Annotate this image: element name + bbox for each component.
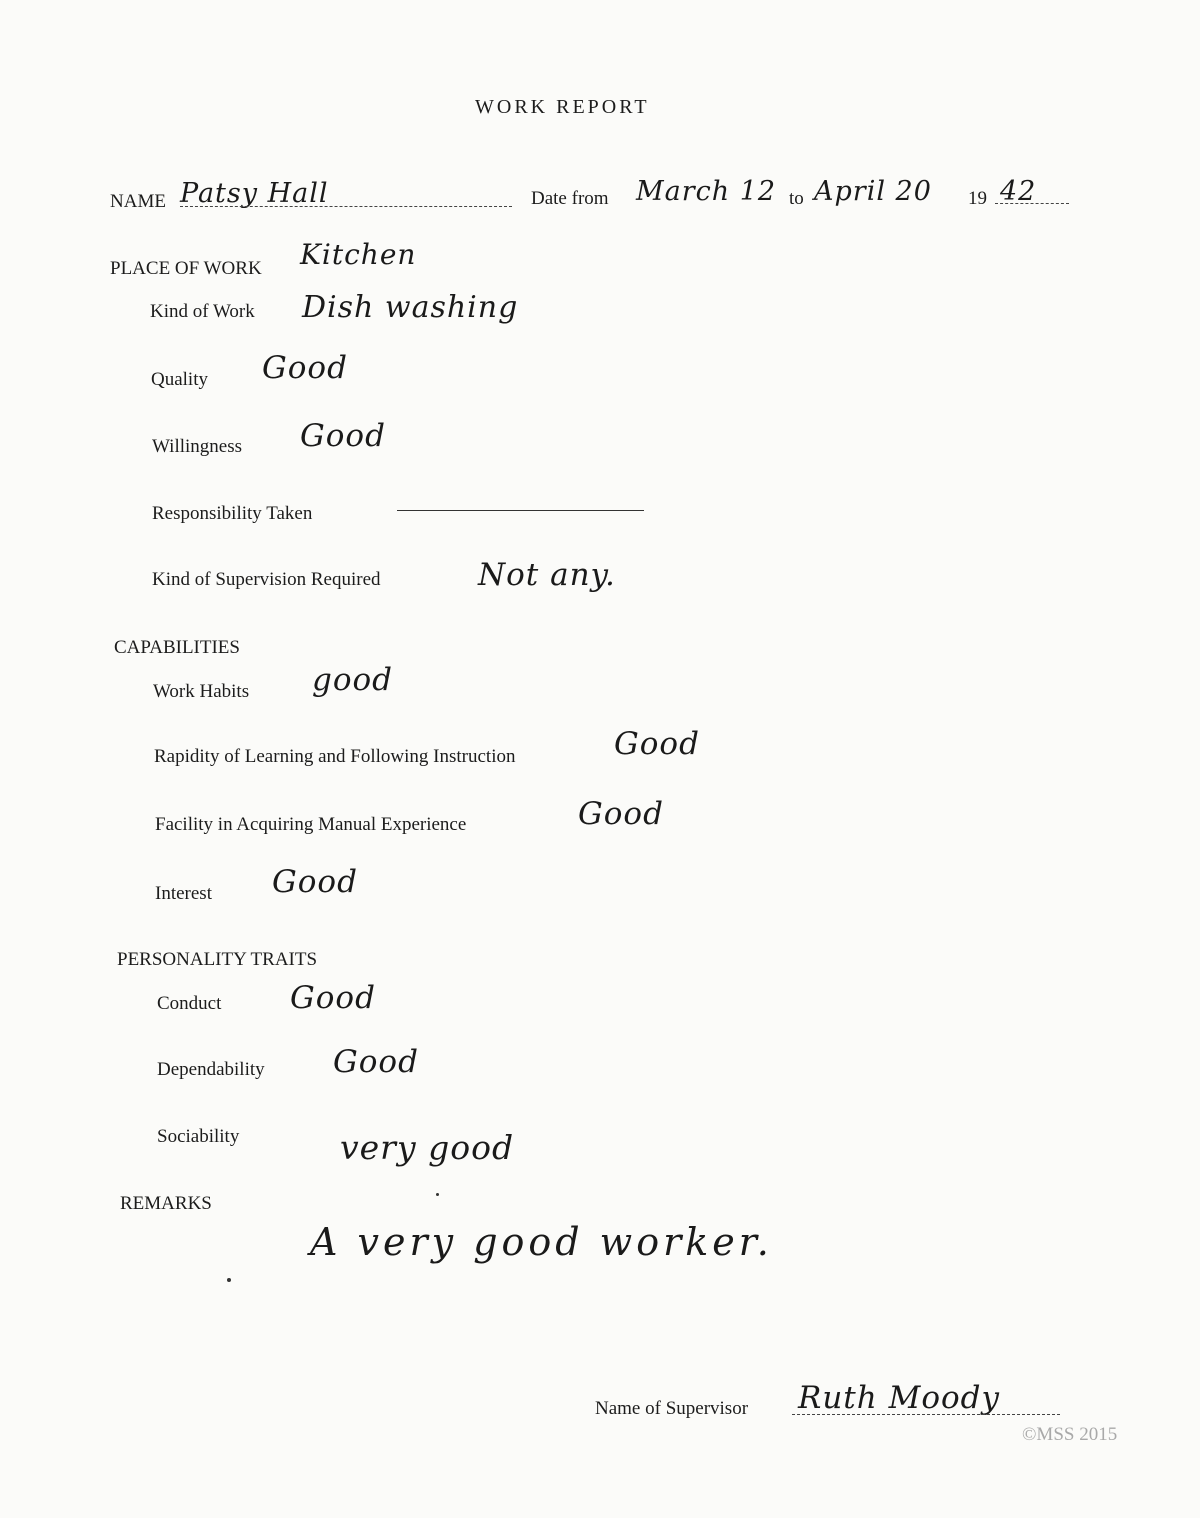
interest-label: Interest — [155, 883, 212, 904]
willingness-label: Willingness — [152, 436, 243, 457]
name-value: Patsy Hall — [180, 178, 329, 209]
year-value: 42 — [1000, 176, 1037, 207]
supervisor-label: Name of Supervisor — [595, 1398, 749, 1419]
name-line — [180, 206, 512, 207]
sociability-value: very good — [340, 1128, 515, 1167]
remarks-heading: REMARKS — [120, 1193, 212, 1214]
stray-mark — [227, 1278, 231, 1282]
personality-heading: PERSONALITY TRAITS — [117, 949, 318, 970]
year-line — [995, 203, 1069, 204]
conduct-value: Good — [290, 980, 376, 1016]
remarks-value: A very good worker. — [310, 1220, 773, 1264]
work-habits-label: Work Habits — [153, 681, 250, 702]
capabilities-heading: CAPABILITIES — [114, 637, 240, 658]
interest-value: Good — [272, 864, 358, 900]
facility-value: Good — [578, 796, 664, 832]
supervision-label: Kind of Supervision Required — [152, 569, 381, 590]
place-of-work-value: Kitchen — [300, 238, 417, 271]
willingness-value: Good — [300, 418, 386, 454]
name-label: NAME — [110, 191, 166, 212]
rapidity-value: Good — [614, 726, 700, 762]
stray-mark — [436, 1193, 439, 1196]
supervisor-line — [792, 1414, 1060, 1415]
rapidity-label: Rapidity of Learning and Following Instruction — [154, 746, 516, 767]
place-of-work-label: PLACE OF WORK — [110, 258, 262, 279]
kind-of-work-label: Kind of Work — [150, 301, 255, 322]
date-to-label: to — [789, 188, 804, 209]
quality-value: Good — [262, 350, 348, 386]
facility-label: Facility in Acquiring Manual Experience — [155, 814, 467, 835]
sociability-label: Sociability — [157, 1126, 240, 1147]
date-from-label: Date from — [531, 188, 609, 209]
dependability-value: Good — [333, 1044, 419, 1080]
responsibility-line — [397, 510, 644, 511]
date-from-value: March 12 — [636, 176, 777, 207]
quality-label: Quality — [151, 369, 208, 390]
form-title: WORK REPORT — [475, 96, 650, 118]
watermark: ©MSS 2015 — [1022, 1424, 1118, 1445]
kind-of-work-value: Dish washing — [302, 290, 519, 325]
supervisor-value: Ruth Moody — [798, 1380, 1001, 1416]
conduct-label: Conduct — [157, 993, 222, 1014]
work-habits-value: good — [312, 662, 394, 698]
responsibility-label: Responsibility Taken — [152, 503, 313, 524]
year-prefix: 19 — [968, 188, 987, 209]
supervision-value: Not any. — [478, 557, 616, 593]
dependability-label: Dependability — [157, 1059, 265, 1080]
date-to-value: April 20 — [814, 176, 932, 207]
